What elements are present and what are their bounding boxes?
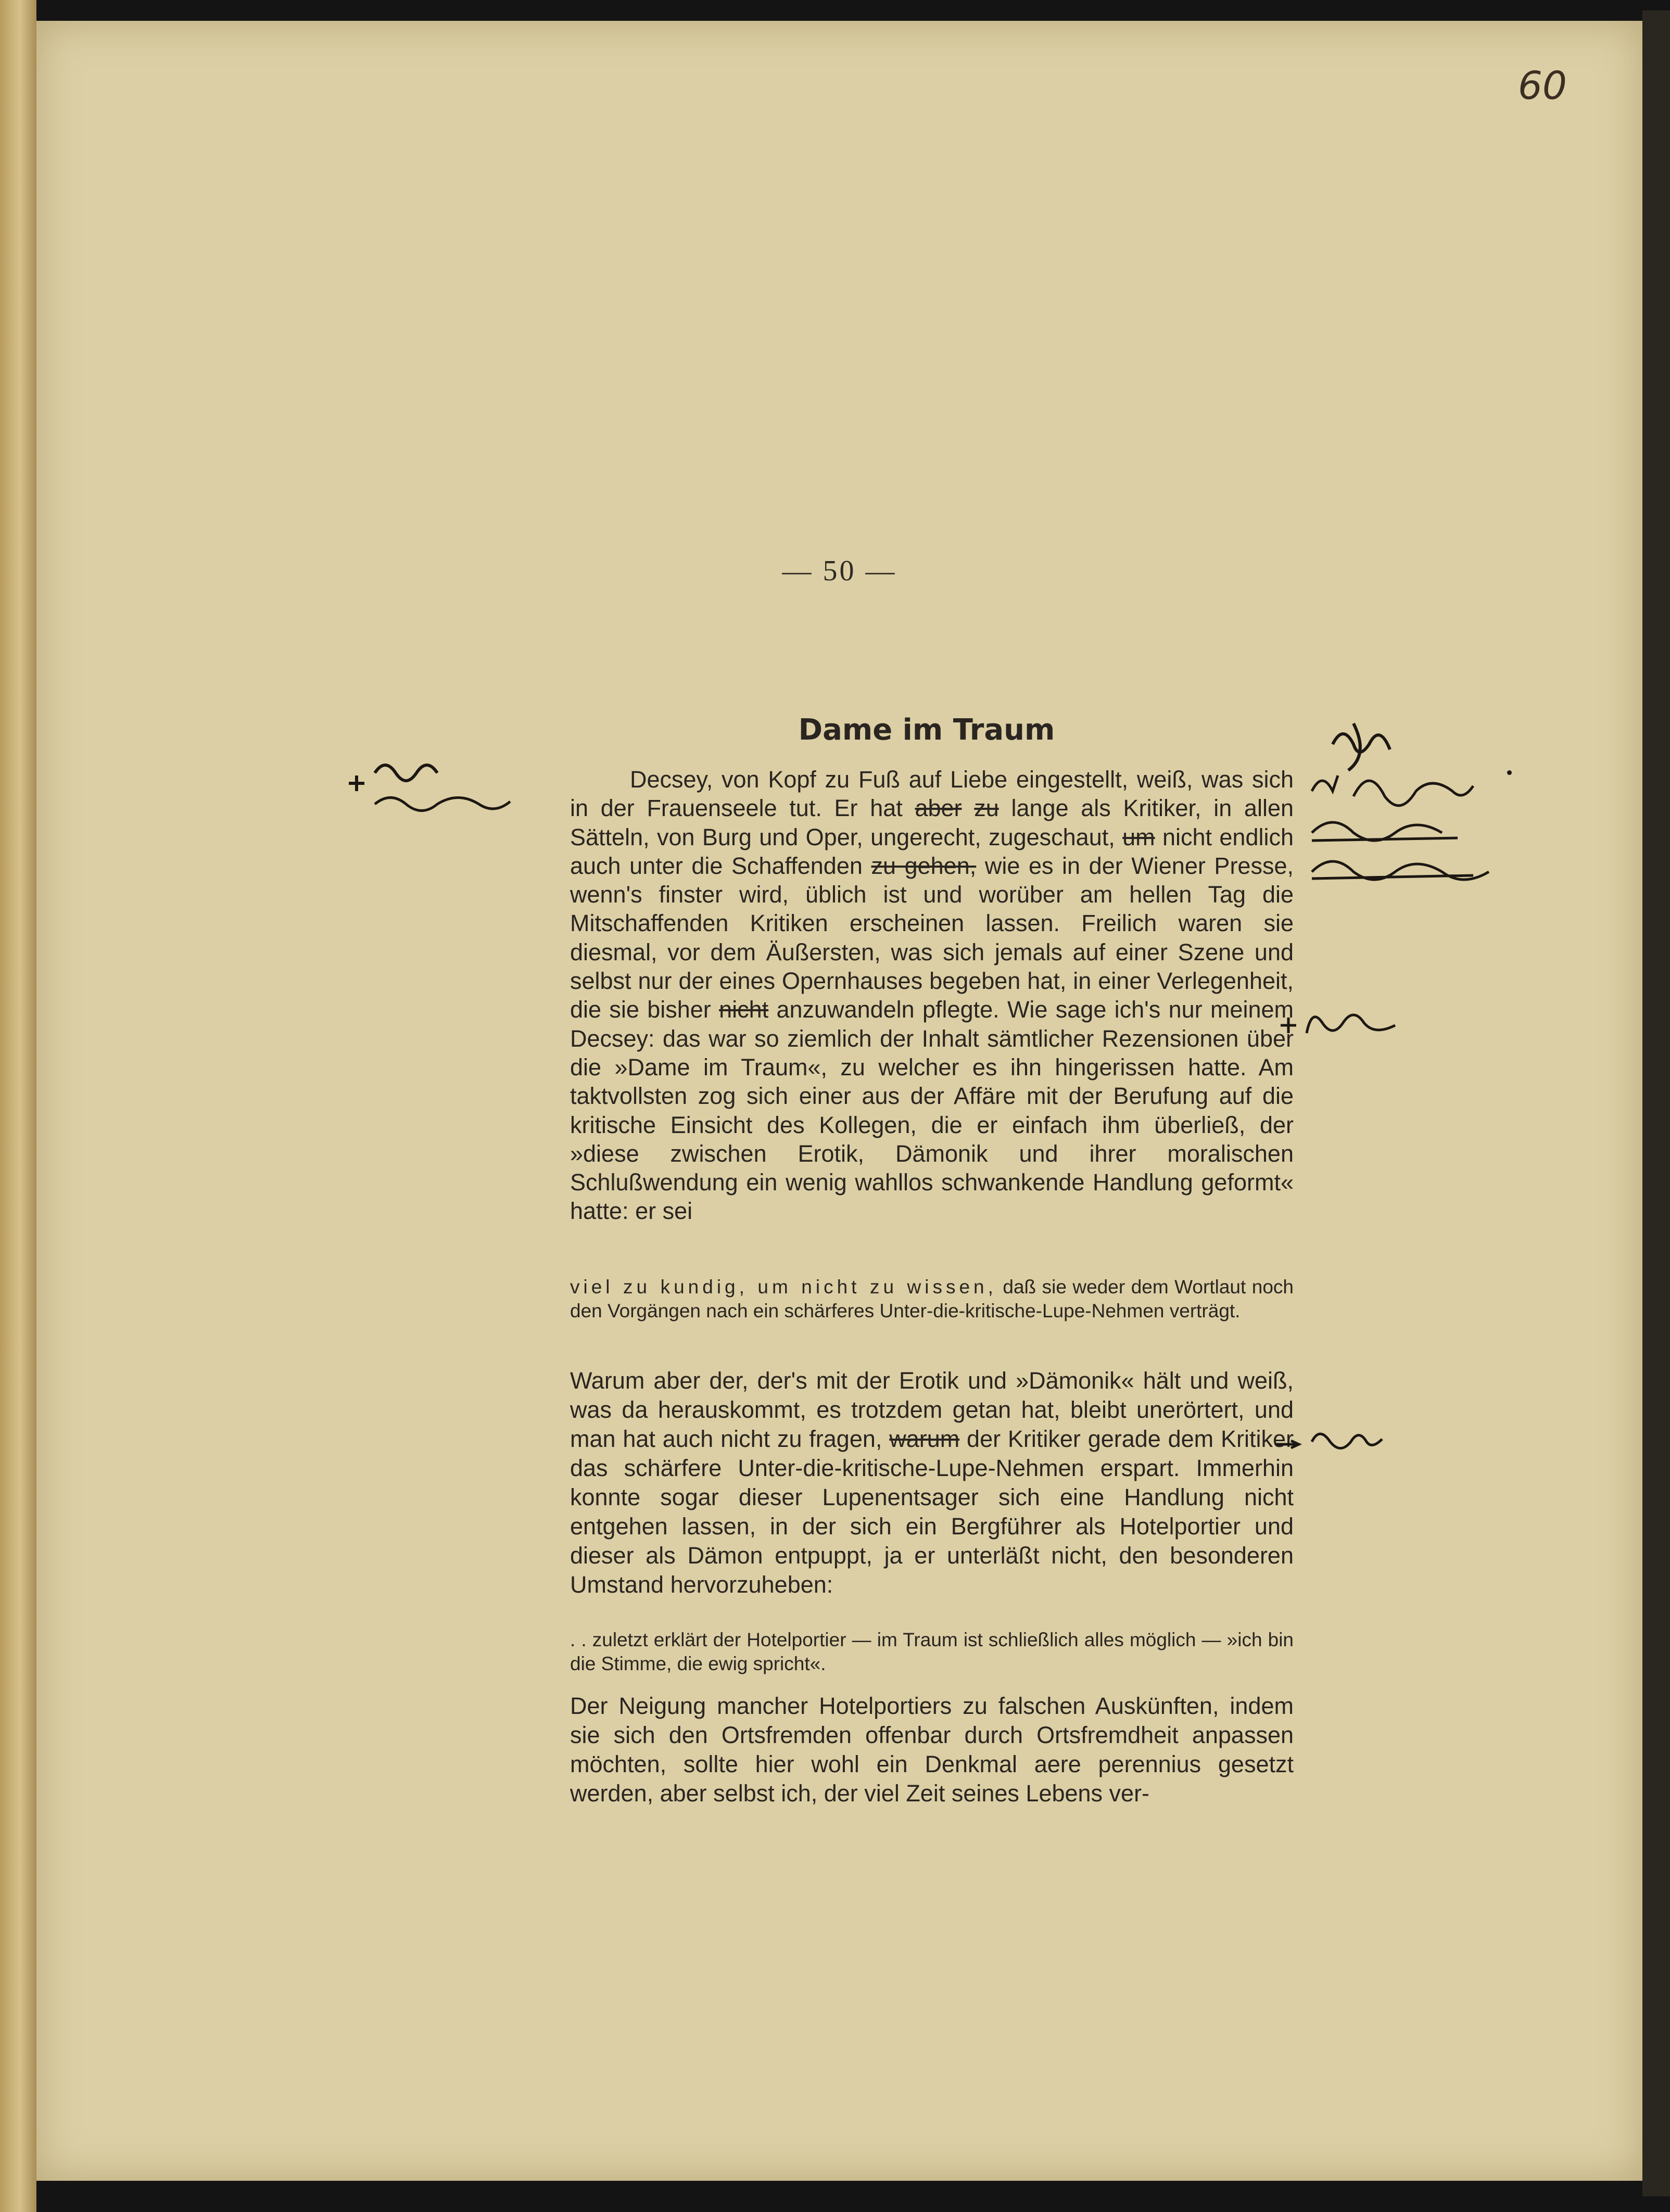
book-page <box>36 21 1642 2181</box>
paragraph-1: Decsey, von Kopf zu Fuß auf Liebe eingestellt, weiß, was sich in der Frauenseele tut. Er hat aber zu lange als Kritiker, in allen Sätteln, von Burg und Oper, ungerecht, zugeschaut, um nicht endlich auch unter die Schaffenden zu gehen, wie es in der Wiener Presse, wenn's finster wird, üblich ist und worüber am hellen Tag die Mitschaffenden Kritiken erscheinen lassen. Freilich waren sie diesmal, vor dem Äußersten, was sich jemals auf einer Szene und selbst nur der eines Opernhauses begeben hat, in einer Verlegenheit, die sie bisher nicht anzuwandeln pflegte. Wie sage ich's nur meinem Decsey: das war so ziemlich der Inhalt sämtlicher Rezensionen über die »Dame im Traum«, zu welcher es ihn hingerissen hatte. Am taktvollsten zog sich einer aus der Affäre mit der Berufung auf die kritische Einsicht des Kollegen, die er einfach ihm überließ, der »diese zwischen Erotik, Dämonik und ihrer moralischen Schlußwendung ein wenig wahllos schwankende Handlung geformt« hatte: er sei <box>570 766 1294 1225</box>
struck-word: zu gehen, <box>871 852 977 879</box>
margin-scribble-left-1 <box>344 747 515 820</box>
article-title: Dame im Traum <box>798 713 1055 747</box>
page-edge <box>1642 10 1670 2196</box>
paragraph-2: Warum aber der, der's mit der Erotik und »Dämonik« hält und weiß, was da herauskommt, es trotzdem getan hat, bleibt unerörtert, und man hat auch nicht zu fragen, warum der Kritiker gerade dem Kritiker das schärfere Unter-die-kritische-Lupe-Nehmen erspart. Immerhin konnte sogar dieser Lupenentsager sich eine Handlung nicht entgehen lassen, in der sich ein Bergführer als Hotelportier und dieser als Dämon entpuppt, ja er unterläßt nicht, den besonderen Umstand hervorzuheben: <box>570 1367 1294 1598</box>
struck-word: aber <box>915 795 962 822</box>
margin-dot <box>1507 770 1512 775</box>
book-spine <box>0 0 36 2212</box>
spaced-emphasis: viel zu kundig, um nicht zu wissen, <box>570 1276 997 1298</box>
paragraph-3: Der Neigung mancher Hotelportiers zu falschen Auskünften, indem sie sich den Ortsfremden offenbar durch Ortsfremdheit anpassen möchten, sollte hier wohl ein Denkmal aere perennius gesetzt werden, aber selbst ich, der viel Zeit seines Lebens ver- <box>570 1693 1294 1807</box>
margin-scribble-right-3 <box>1270 1421 1390 1457</box>
margin-scribble-right-2 <box>1275 1005 1411 1046</box>
struck-word: nicht <box>719 996 769 1023</box>
page-number: — 50 — <box>782 555 897 587</box>
struck-word: zu <box>974 795 999 822</box>
quotation-2: . . zuletzt erklärt der Hotelportier — im Traum ist schließlich alles möglich — »ich bin die Stimme, die ewig spricht«. <box>570 1629 1294 1674</box>
margin-scribble-right-1 <box>1301 713 1551 890</box>
handwritten-folio-number: 60 <box>1517 63 1567 108</box>
quotation-1: viel zu kundig, um nicht zu wissen, daß sie weder dem Wortlaut noch den Vorgängen nach ein schärferes Unter-die-kritische-Lupe-Nehmen verträgt. <box>570 1276 1294 1321</box>
struck-word: um <box>1122 823 1155 850</box>
struck-word: warum <box>889 1426 960 1452</box>
